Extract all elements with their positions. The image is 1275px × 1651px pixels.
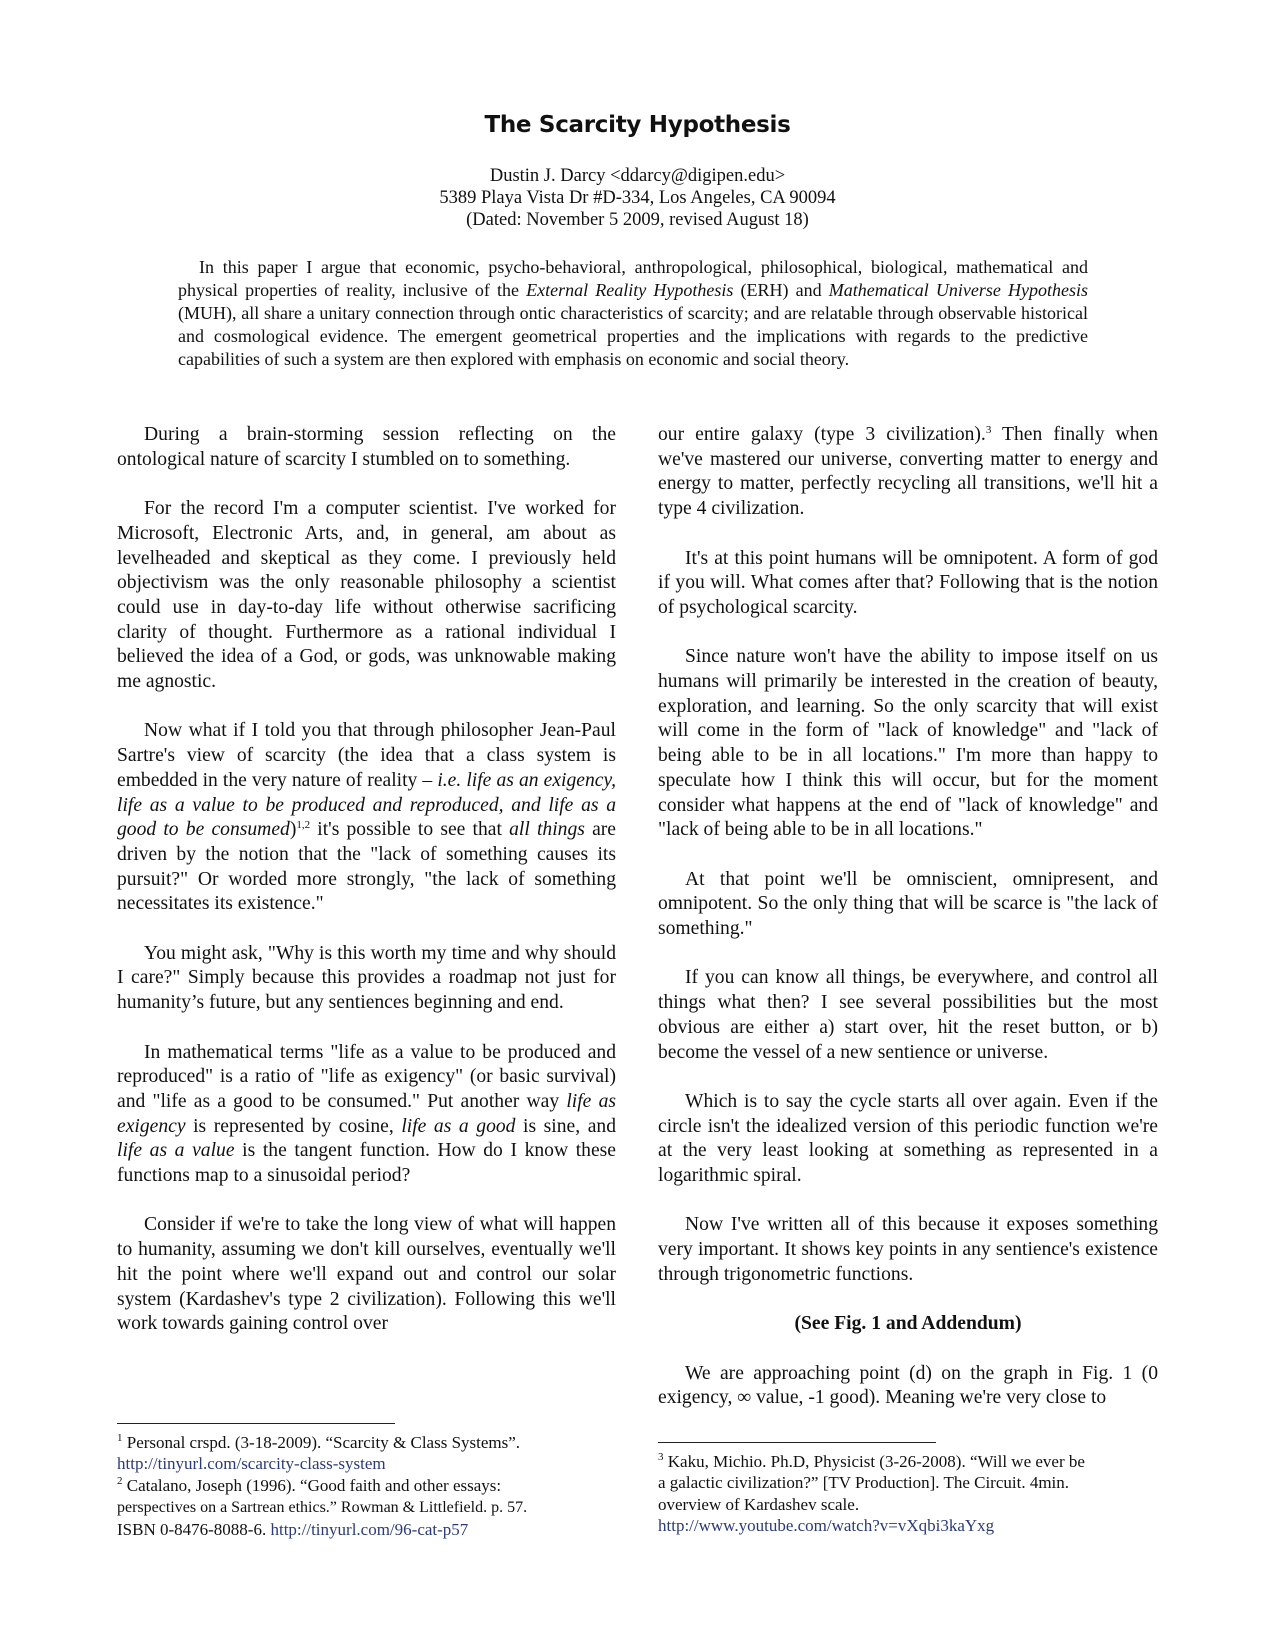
text-run: ) xyxy=(289,819,297,841)
footnote-text: ISBN 0-8476-8088-6. xyxy=(117,1519,271,1539)
footnote-2 xyxy=(117,1475,637,1496)
abstract-text: In this paper I argue that economic, psycho-behavioral, anthropological, philosophical, biological, mathematical and physical properties of reality, inclusive of the xyxy=(178,257,1088,300)
footnote-3-line-2 xyxy=(658,1472,1178,1493)
abstract-muh-term: Mathematical Universe Hypothesis xyxy=(828,280,1088,300)
paragraph: It's at this point humans will be omnipotent. A form of god if you will. What comes after that? Following that is the notion of psychological scarcity. xyxy=(658,547,1158,618)
paragraph: Consider if we're to take the long view of what will happen to humanity, assuming we don't kill ourselves, eventually we'll hit the point where we'll expand out and control our solar system (Kardashev's type 2 civilization). Following this we'll work towards gaining control over xyxy=(117,1214,616,1335)
paper-title: The Scarcity Hypothesis xyxy=(484,112,791,138)
footnote-3-line-3 xyxy=(658,1494,1178,1515)
paragraph: You might ask, "Why is this worth my time and why should I care?" Simply because this provides a roadmap not just for humanity’s future, but any sentiences beginning and end. xyxy=(117,942,616,1014)
paragraph xyxy=(658,423,1158,522)
footnote-1-link-line xyxy=(117,1453,637,1474)
text-run: is the tangent function. How do I know these functions map to a sinusoidal period? xyxy=(117,1140,617,1187)
footnote-link[interactable]: http://www.youtube.com/watch?v=vXqbi3kaYxg xyxy=(658,1516,995,1536)
text-run: In mathematical terms "life as a value to be produced and reproduced" is a ratio of "life as exigency" (or basic survival) and "life as a good to be consumed." Put another way xyxy=(117,1041,616,1112)
abstract-paragraph xyxy=(178,256,1088,371)
footnote-2-line-3 xyxy=(117,1519,637,1540)
paragraph: For the record I'm a computer scientist. I've worked for Microsoft, Electronic Arts, and, in general, am about as levelheaded and skeptical as they come. I previously held objectivism was the only reasonable philosophy a scientist could use in day-to-day life without otherwise sacrificing clarity of thought. Furthermore as a rational individual I believed the idea of a God, or gods, was unknowable making me agnostic. xyxy=(117,498,616,693)
figure-callout: (See Fig. 1 and Addendum) xyxy=(794,1313,1022,1335)
paragraph: Since nature won't have the ability to impose itself on us humans will primarily be interested in the creation of beauty, exploration, and learning. So the only scarcity that will exist will come in the form of "lack of knowledge" and "lack of being able to be in all locations." I'm more than happy to speculate how I think this will occur, but for the moment consider what happens at the end of "lack of knowledge" and "lack of being able to be in all locations." xyxy=(658,646,1158,841)
left-column xyxy=(117,423,616,1337)
address-line: 5389 Playa Vista Dr #D-334, Los Angeles, CA 90094 xyxy=(439,188,836,208)
footnote-1 xyxy=(117,1432,637,1453)
abstract-text: (MUH), all share a unitary connection through ontic characteristics of scarcity; and are relatable through observable historical and cosmological evidence. The emergent geometrical properties and the implications with regards to the predictive capabilities of such a system are then explored with emphasis on economic and social theory. xyxy=(178,303,1088,369)
dated-line: (Dated: November 5 2009, revised August 18) xyxy=(466,210,809,230)
italic-run: life as a good xyxy=(401,1115,516,1137)
paragraph xyxy=(117,719,616,917)
paragraph: At that point we'll be omniscient, omnipresent, and omnipotent. So the only thing that will be scarce is "the lack of something." xyxy=(658,868,1158,940)
paragraph: We are approaching point (d) on the graph in Fig. 1 (0 exigency, ∞ value, -1 good). Meaning we're very close to xyxy=(658,1362,1158,1409)
italic-run: i.e. life as an exigency, life as a value to be produced and reproduced, and life as a good to be consumed xyxy=(117,769,616,841)
footnote-text: a galactic civilization?” [TV Production]. The Circuit. 4min. xyxy=(658,1473,1070,1493)
footnote-link[interactable]: http://tinyurl.com/96-cat-p57 xyxy=(270,1519,469,1539)
paragraph: If you can know all things, be everywhere, and control all things what then? I see several possibilities but the most obvious are either a) start over, hit the reset button, or b) become the vessel of a new sentience or universe. xyxy=(658,967,1158,1063)
text-run: our entire galaxy (type 3 civilization). xyxy=(658,424,986,445)
text-run: are driven by the notion that the "lack of something causes its pursuit?" Or worded more strongly, "the lack of something necessitates its existence." xyxy=(117,819,616,915)
footnote-number: 3 xyxy=(658,1451,664,1463)
footnote-divider-right xyxy=(658,1442,936,1443)
footnote-number: 2 xyxy=(117,1474,123,1487)
author-line: Dustin J. Darcy <ddarcy@digipen.edu> xyxy=(489,166,786,186)
footnote-text: perspectives on a Sartrean ethics.” Rowman & Littlefield. p. 57. xyxy=(117,1499,528,1517)
footnote-text: overview of Kardashev scale. xyxy=(658,1494,860,1514)
footnote-text: Personal crspd. (3-18-2009). “Scarcity & Class Systems”. xyxy=(122,1433,521,1452)
footnote-text: Catalano, Joseph (1996). “Good faith and other essays: xyxy=(122,1475,502,1495)
footnote-ref: 3 xyxy=(985,424,992,436)
text-run: it's possible to see that xyxy=(310,819,510,841)
paragraph: Which is to say the cycle starts all over again. Even if the circle isn't the idealized version of this periodic function we're at the very least looking at something as represented in a logarithmic spiral. xyxy=(658,1090,1158,1187)
footnote-2-line-2 xyxy=(117,1496,637,1518)
footnote-number: 1 xyxy=(117,1432,123,1444)
text-run: is represented by cosine, xyxy=(185,1115,402,1137)
italic-run: all things xyxy=(509,819,585,841)
footnote-3 xyxy=(658,1451,1178,1472)
byline xyxy=(0,165,1275,231)
footnote-divider-left xyxy=(117,1423,395,1424)
abstract xyxy=(178,256,1088,371)
paragraph xyxy=(117,1041,616,1189)
footnote-link[interactable]: http://tinyurl.com/scarcity-class-system xyxy=(117,1454,386,1474)
text-run: is sine, and xyxy=(515,1115,617,1137)
footnote-ref: 1,2 xyxy=(296,819,311,832)
paragraph: Now I've written all of this because it exposes something very important. It shows key points in any sentience's existence through trigonometric functions. xyxy=(658,1214,1158,1285)
footnote-text: Kaku, Michio. Ph.D, Physicist (3-26-2008). “Will we ever be xyxy=(663,1452,1085,1471)
footnotes-left xyxy=(117,1432,637,1540)
paragraph: During a brain-storming session reflecting on the ontological nature of scarcity I stumbled on to something. xyxy=(117,424,616,470)
text-run: Now what if I told you that through philosopher Jean-Paul Sartre's view of scarcity (the idea that a class system is embedded in the very nature of reality – xyxy=(117,720,616,791)
italic-run: life as a value xyxy=(117,1140,235,1162)
abstract-erh-term: External Reality Hypothesis xyxy=(526,280,734,300)
footnote-3-link-line xyxy=(658,1515,1178,1536)
right-column xyxy=(658,423,1158,1411)
footnotes-right xyxy=(658,1451,1178,1537)
text-run: Then finally when we've mastered our universe, converting matter to energy and energy to matter, perfectly recycling all transitions, we'll hit a type 4 civilization. xyxy=(658,424,1158,520)
italic-run: life as exigency xyxy=(117,1090,616,1137)
abstract-text: (ERH) and xyxy=(733,280,829,300)
